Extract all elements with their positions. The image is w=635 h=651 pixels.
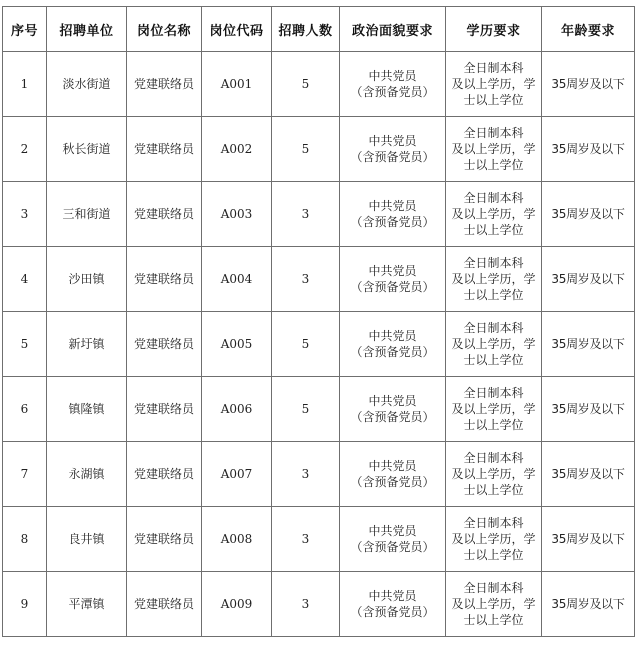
- cell-age: 35周岁及以下: [542, 52, 635, 117]
- education-line: 全日制本科: [463, 451, 524, 465]
- education-line: 士以上学位: [463, 483, 524, 497]
- political-line: （含预备党员）: [350, 215, 435, 229]
- table-body: [3, 52, 635, 637]
- political-line: 中共党员: [368, 134, 417, 148]
- cell-unit: 新圩镇: [47, 312, 127, 377]
- political-line: （含预备党员）: [350, 85, 435, 99]
- cell-count: 3: [272, 247, 340, 312]
- header-count: 招聘人数: [272, 7, 340, 52]
- table-row: [3, 117, 635, 182]
- political-line: 中共党员: [368, 199, 417, 213]
- table-row: [3, 377, 635, 442]
- cell-political: [340, 507, 446, 572]
- cell-no: 5: [3, 312, 47, 377]
- education-line: 士以上学位: [463, 158, 524, 172]
- cell-no: 8: [3, 507, 47, 572]
- education-line: 全日制本科: [463, 516, 524, 530]
- education-line: 士以上学位: [463, 548, 524, 562]
- cell-post: 党建联络员: [127, 507, 202, 572]
- education-line: 士以上学位: [463, 93, 524, 107]
- table-row: [3, 182, 635, 247]
- table-row: [3, 52, 635, 117]
- education-line: 全日制本科: [463, 61, 524, 75]
- education-line: 全日制本科: [463, 386, 524, 400]
- education-line: 全日制本科: [463, 321, 524, 335]
- header-row: [3, 7, 635, 52]
- header-political: 政治面貌要求: [340, 7, 446, 52]
- education-line: 及以上学历，学: [451, 402, 536, 416]
- political-line: （含预备党员）: [350, 150, 435, 164]
- political-line: 中共党员: [368, 524, 417, 538]
- education-line: 及以上学历，学: [451, 272, 536, 286]
- cell-code: A008: [202, 507, 272, 572]
- education-line: 士以上学位: [463, 223, 524, 237]
- cell-code: A004: [202, 247, 272, 312]
- political-line: （含预备党员）: [350, 605, 435, 619]
- header-unit: 招聘单位: [47, 7, 127, 52]
- cell-no: 7: [3, 442, 47, 507]
- cell-education: [446, 312, 542, 377]
- cell-education: [446, 182, 542, 247]
- recruitment-table: [2, 6, 635, 637]
- cell-age: 35周岁及以下: [542, 182, 635, 247]
- education-line: 及以上学历，学: [451, 467, 536, 481]
- education-line: 及以上学历，学: [451, 337, 536, 351]
- education-line: 及以上学历，学: [451, 532, 536, 546]
- education-line: 士以上学位: [463, 288, 524, 302]
- political-line: （含预备党员）: [350, 410, 435, 424]
- cell-code: A002: [202, 117, 272, 182]
- table-row: [3, 507, 635, 572]
- cell-education: [446, 507, 542, 572]
- cell-post: 党建联络员: [127, 442, 202, 507]
- cell-code: A009: [202, 572, 272, 637]
- cell-political: [340, 117, 446, 182]
- education-line: 及以上学历，学: [451, 77, 536, 91]
- cell-unit: 平潭镇: [47, 572, 127, 637]
- cell-post: 党建联络员: [127, 247, 202, 312]
- education-line: 全日制本科: [463, 581, 524, 595]
- cell-post: 党建联络员: [127, 182, 202, 247]
- cell-count: 3: [272, 572, 340, 637]
- cell-age: 35周岁及以下: [542, 572, 635, 637]
- cell-education: [446, 377, 542, 442]
- cell-age: 35周岁及以下: [542, 312, 635, 377]
- cell-unit: 永湖镇: [47, 442, 127, 507]
- cell-code: A001: [202, 52, 272, 117]
- cell-no: 3: [3, 182, 47, 247]
- cell-no: 4: [3, 247, 47, 312]
- table-row: [3, 247, 635, 312]
- cell-post: 党建联络员: [127, 572, 202, 637]
- education-line: 全日制本科: [463, 126, 524, 140]
- cell-age: 35周岁及以下: [542, 377, 635, 442]
- cell-no: 6: [3, 377, 47, 442]
- cell-political: [340, 377, 446, 442]
- cell-no: 2: [3, 117, 47, 182]
- table-row: [3, 312, 635, 377]
- cell-no: 1: [3, 52, 47, 117]
- header-education: 学历要求: [446, 7, 542, 52]
- cell-political: [340, 52, 446, 117]
- cell-age: 35周岁及以下: [542, 247, 635, 312]
- cell-unit: 秋长街道: [47, 117, 127, 182]
- political-line: （含预备党员）: [350, 345, 435, 359]
- cell-post: 党建联络员: [127, 117, 202, 182]
- cell-political: [340, 442, 446, 507]
- cell-code: A007: [202, 442, 272, 507]
- cell-age: 35周岁及以下: [542, 507, 635, 572]
- cell-political: [340, 312, 446, 377]
- cell-count: 3: [272, 442, 340, 507]
- table-row: [3, 442, 635, 507]
- education-line: 士以上学位: [463, 613, 524, 627]
- cell-unit: 良井镇: [47, 507, 127, 572]
- cell-count: 5: [272, 117, 340, 182]
- cell-post: 党建联络员: [127, 312, 202, 377]
- cell-unit: 三和街道: [47, 182, 127, 247]
- political-line: （含预备党员）: [350, 540, 435, 554]
- education-line: 全日制本科: [463, 191, 524, 205]
- education-line: 及以上学历，学: [451, 597, 536, 611]
- cell-age: 35周岁及以下: [542, 442, 635, 507]
- cell-post: 党建联络员: [127, 377, 202, 442]
- cell-political: [340, 247, 446, 312]
- header-age: 年龄要求: [542, 7, 635, 52]
- education-line: 及以上学历，学: [451, 142, 536, 156]
- education-line: 全日制本科: [463, 256, 524, 270]
- cell-count: 5: [272, 52, 340, 117]
- cell-post: 党建联络员: [127, 52, 202, 117]
- table-row: [3, 572, 635, 637]
- cell-count: 5: [272, 377, 340, 442]
- cell-count: 5: [272, 312, 340, 377]
- political-line: （含预备党员）: [350, 280, 435, 294]
- cell-education: [446, 117, 542, 182]
- cell-code: A006: [202, 377, 272, 442]
- cell-political: [340, 572, 446, 637]
- cell-no: 9: [3, 572, 47, 637]
- cell-education: [446, 247, 542, 312]
- education-line: 及以上学历，学: [451, 207, 536, 221]
- political-line: 中共党员: [368, 69, 417, 83]
- education-line: 士以上学位: [463, 418, 524, 432]
- cell-count: 3: [272, 182, 340, 247]
- cell-age: 35周岁及以下: [542, 117, 635, 182]
- cell-code: A005: [202, 312, 272, 377]
- political-line: 中共党员: [368, 459, 417, 473]
- header-post: 岗位名称: [127, 7, 202, 52]
- cell-education: [446, 52, 542, 117]
- cell-unit: 镇隆镇: [47, 377, 127, 442]
- political-line: （含预备党员）: [350, 475, 435, 489]
- cell-education: [446, 572, 542, 637]
- cell-code: A003: [202, 182, 272, 247]
- header-code: 岗位代码: [202, 7, 272, 52]
- header-no: 序号: [3, 7, 47, 52]
- cell-count: 3: [272, 507, 340, 572]
- political-line: 中共党员: [368, 394, 417, 408]
- cell-education: [446, 442, 542, 507]
- cell-unit: 淡水街道: [47, 52, 127, 117]
- cell-political: [340, 182, 446, 247]
- political-line: 中共党员: [368, 589, 417, 603]
- cell-unit: 沙田镇: [47, 247, 127, 312]
- political-line: 中共党员: [368, 329, 417, 343]
- political-line: 中共党员: [368, 264, 417, 278]
- education-line: 士以上学位: [463, 353, 524, 367]
